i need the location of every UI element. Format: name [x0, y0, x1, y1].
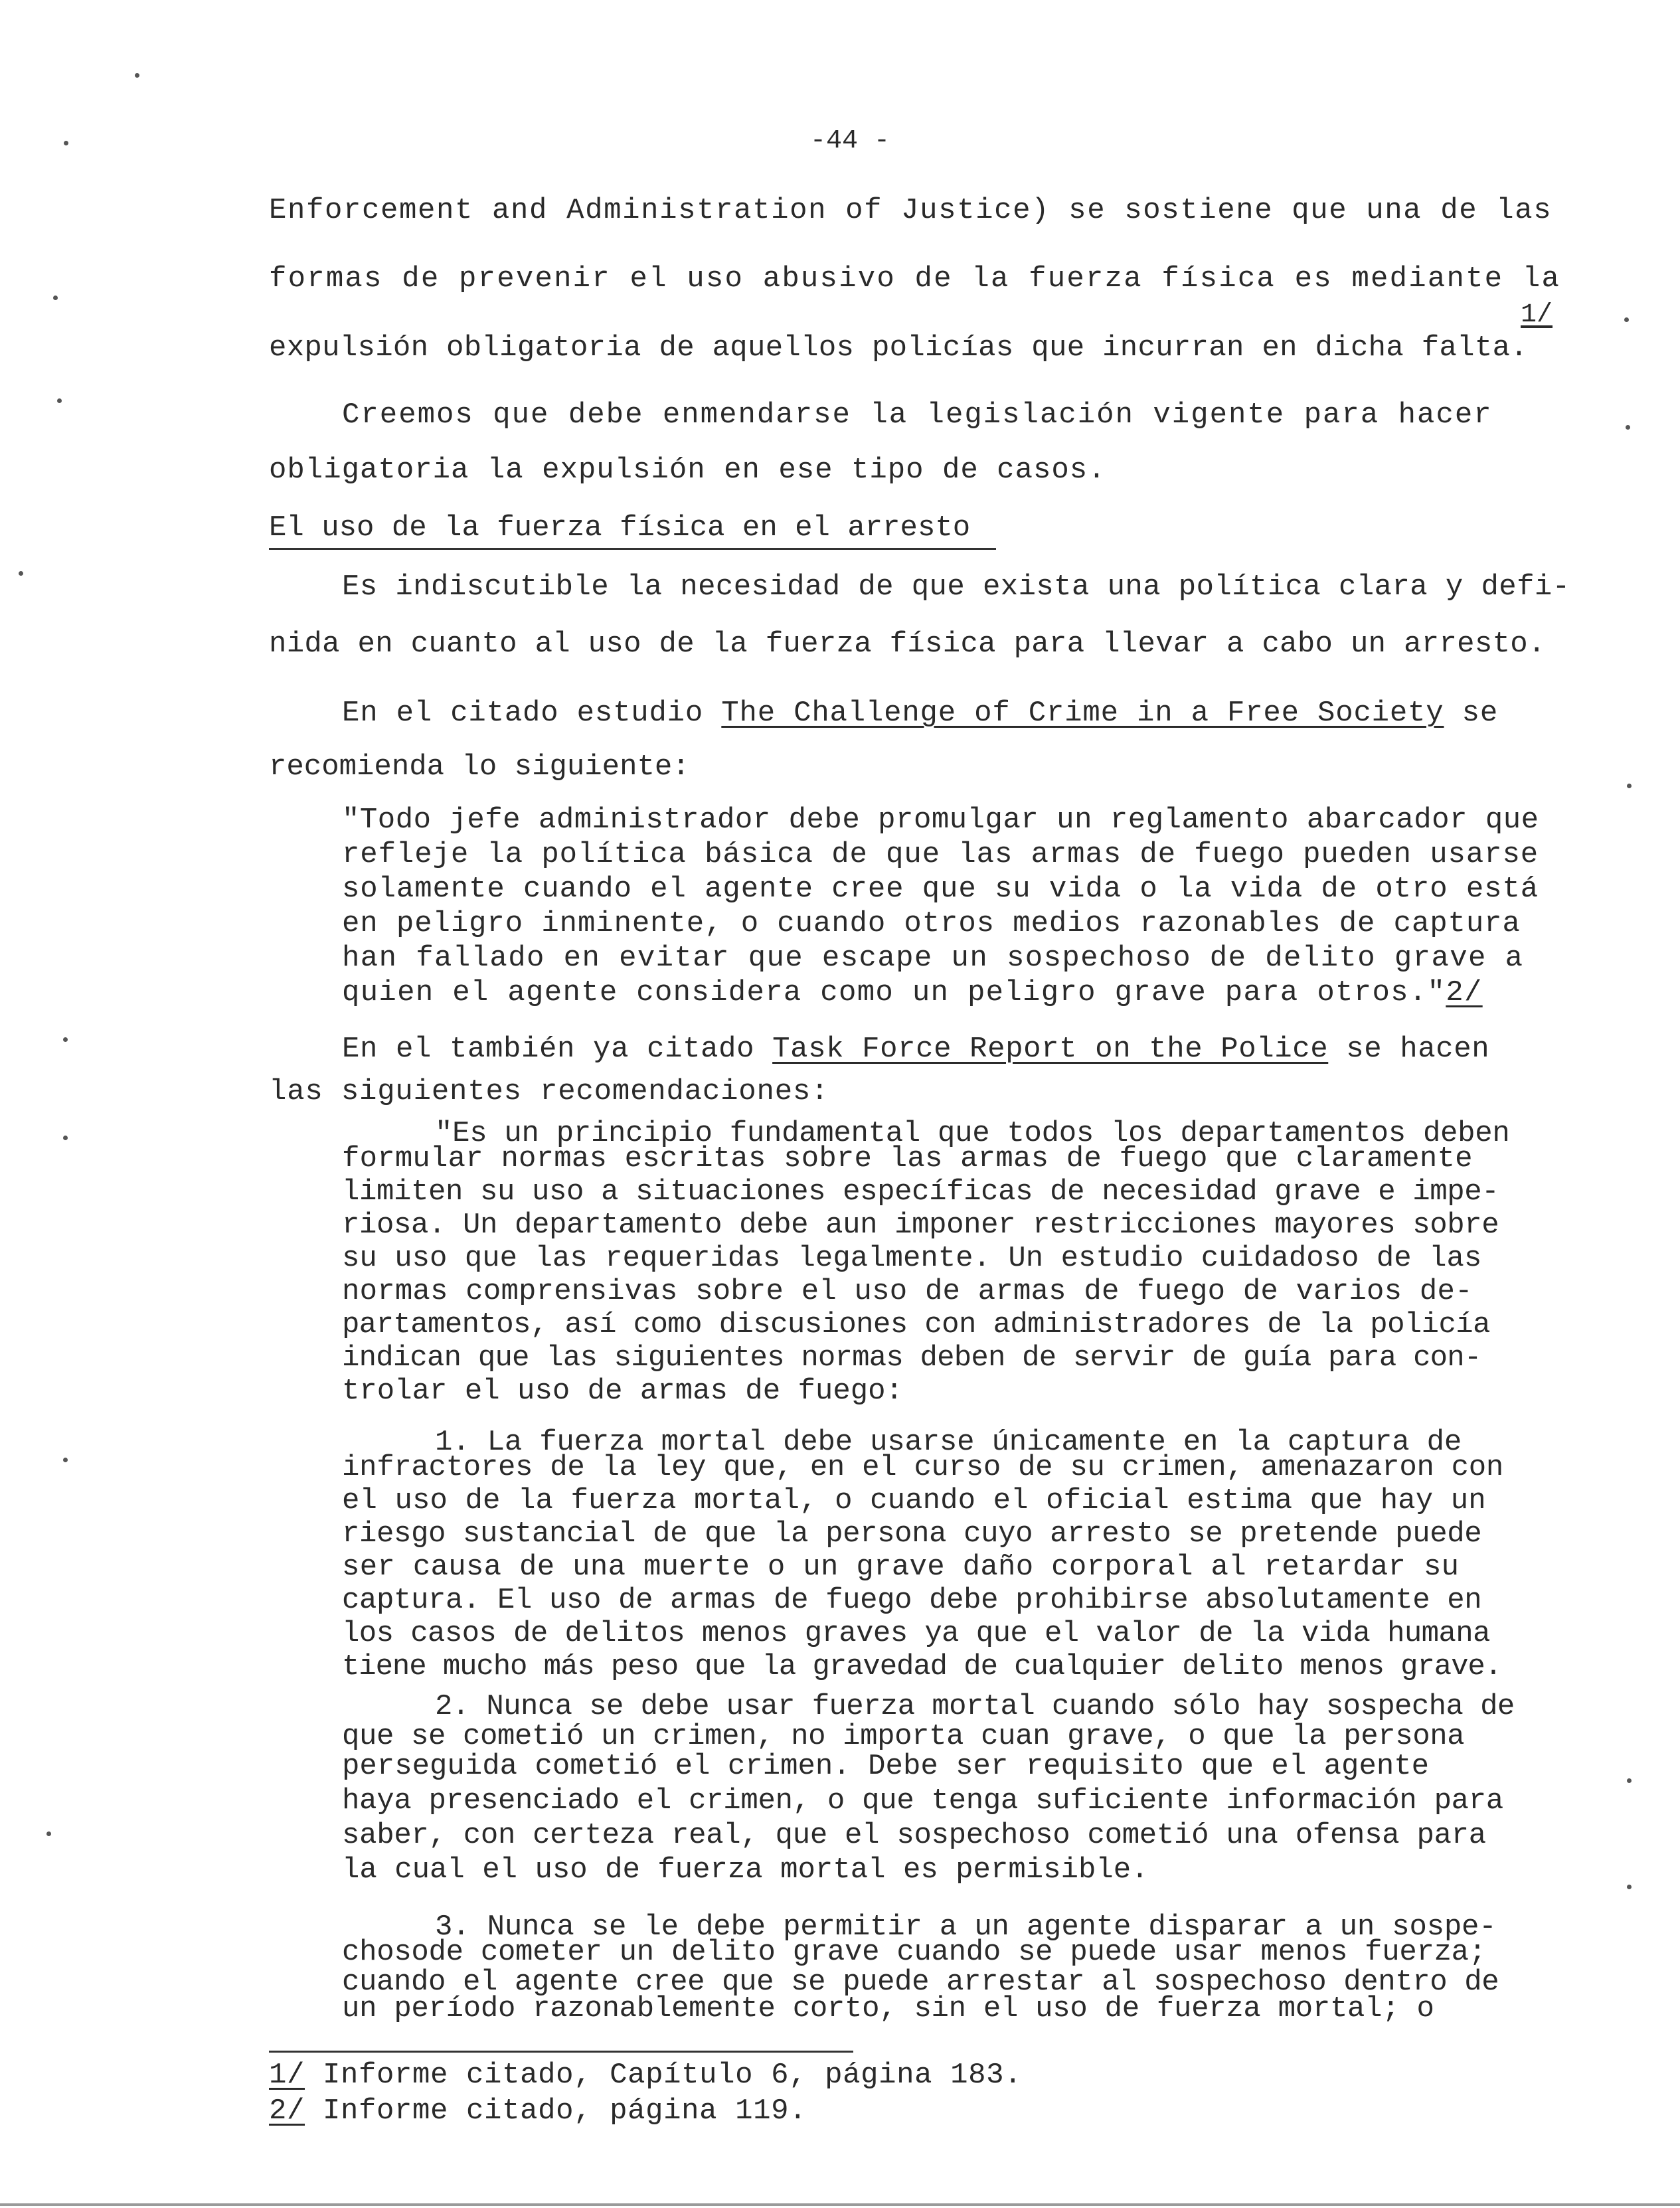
quote-line: indican que las siguientes normas deben de servir de guía para con-	[342, 1341, 1481, 1375]
item-line: un período razonablemente corto, sin el uso de fuerza mortal; o	[342, 1992, 1434, 2025]
scan-speck	[19, 571, 23, 576]
quote-line: normas comprensivas sobre el uso de armas de fuego de varios de-	[342, 1275, 1473, 1308]
quote-line: en peligro inminente, o cuando otros medios razonables de captura	[342, 907, 1521, 940]
quote-line: formular normas escritas sobre las armas de fuego que claramente	[342, 1142, 1473, 1175]
quote-line	[342, 978, 1483, 1007]
para-text: se hacen	[1328, 1033, 1490, 1066]
para-line: recomienda lo siguiente:	[269, 750, 690, 784]
item-line: la cual el uso de fuerza mortal es permisible.	[342, 1853, 1149, 1887]
item-line: chosode cometer un delito grave cuando se puede usar menos fuerza;	[342, 1936, 1486, 1969]
item-line: 2. Nunca se debe usar fuerza mortal cuando sólo hay sospecha de	[435, 1690, 1515, 1723]
footnote-text: Informe citado, página 119.	[305, 2094, 807, 2128]
footnote	[269, 2096, 807, 2126]
item-line: que se cometió un crimen, no importa cuan grave, o que la persona	[342, 1720, 1465, 1753]
intro-line: Enforcement and Administration of Justice) se sostiene que una de las	[269, 194, 1553, 227]
para-line: obligatoria la expulsión en ese tipo de casos.	[269, 454, 1106, 487]
quote-line: su uso que las requeridas legalmente. Un estudio cuidadoso de las	[342, 1242, 1482, 1275]
item-line: el uso de la fuerza mortal, o cuando el oficial estima que hay un	[342, 1484, 1486, 1517]
quote-line: han fallado en evitar que escape un sospechoso de delito grave a	[342, 942, 1524, 975]
footnote-text: Informe citado, Capítulo 6, página 183.	[305, 2059, 1023, 2092]
scan-speck	[1626, 425, 1630, 430]
item-line: riesgo sustancial de que la persona cuyo arresto se pretende puede	[342, 1517, 1482, 1551]
quote-line: partamentos, así como discusiones con administradores de la policía	[342, 1308, 1490, 1341]
page-number: -44 -	[810, 126, 890, 156]
para-text: se	[1444, 697, 1499, 730]
quote-line: "Es un principio fundamental que todos los departamentos deben	[435, 1117, 1510, 1150]
intro-line: formas de prevenir el uso abusivo de la fuerza física es mediante la	[269, 262, 1561, 296]
scan-speck	[53, 296, 58, 300]
item-line: saber, con certeza real, que el sospechoso cometió una ofensa para	[342, 1819, 1486, 1852]
para-line: Creemos que debe enmendarse la legislación vigente para hacer	[342, 398, 1493, 432]
item-line: tiene mucho más peso que la gravedad de cualquier delito menos grave.	[342, 1650, 1501, 1683]
footnote-marker: 1/	[269, 2059, 305, 2092]
para-line	[342, 699, 1498, 728]
scan-speck	[1627, 1885, 1632, 1889]
quote-line: "Todo jefe administrador debe promulgar un reglamento abarcador que	[342, 804, 1539, 837]
scan-speck	[63, 1458, 68, 1462]
cited-title: Task Force Report on the Police	[772, 1033, 1329, 1066]
quote-line: refleje la política básica de que las armas de fuego pueden usarse	[342, 838, 1539, 871]
scan-speck	[63, 1136, 68, 1140]
item-line: 3. Nunca se le debe permitir a un agente disparar a un sospe-	[435, 1911, 1497, 1944]
footnote-ref-2: 2/	[1446, 976, 1483, 1009]
quote-line: limiten su uso a situaciones específicas de necesidad grave e impe-	[342, 1175, 1499, 1209]
item-line: haya presenciado el crimen, o que tenga suficiente información para	[342, 1784, 1503, 1818]
item-line: cuando el agente cree que se puede arrestar al sospechoso dentro de	[342, 1966, 1499, 1999]
quote-line: solamente cuando el agente cree que su vida o la vida de otro está	[342, 873, 1539, 906]
scan-border	[0, 2203, 1680, 2206]
scan-speck	[1627, 1778, 1632, 1783]
item-line: ser causa de una muerte o un grave daño corporal al retardar su	[342, 1551, 1460, 1584]
para-line	[342, 1035, 1489, 1064]
quote-line: riosa. Un departamento debe aun imponer restricciones mayores sobre	[342, 1209, 1499, 1242]
scan-speck	[1627, 784, 1632, 788]
para-line: nida en cuanto al uso de la fuerza física para llevar a cabo un arresto.	[269, 628, 1546, 661]
scan-speck	[63, 1037, 68, 1042]
quote-line: trolar el uso de armas de fuego:	[342, 1375, 903, 1408]
scan-speck	[1624, 317, 1629, 322]
cited-title: The Challenge of Crime in a Free Society	[721, 697, 1444, 730]
item-line: perseguida cometió el crimen. Debe ser requisito que el agente	[342, 1750, 1430, 1783]
item-line: infractores de la ley que, en el curso de su crimen, amenazaron con	[342, 1451, 1503, 1484]
footnote-marker: 2/	[269, 2094, 305, 2128]
para-text: En el también ya citado	[342, 1033, 773, 1066]
para-line: las siguientes recomendaciones:	[269, 1075, 829, 1108]
quote-text: quien el agente considera como un peligro grave para otros."	[342, 976, 1446, 1009]
item-line: los casos de delitos menos graves ya que el valor de la vida humana	[342, 1617, 1490, 1650]
intro-line: expulsión obligatoria de aquellos policías que incurran en dicha falta.	[269, 331, 1529, 365]
para-line: Es indiscutible la necesidad de que exista una política clara y defi-	[342, 570, 1570, 604]
para-text: En el citado estudio	[342, 697, 722, 730]
footnote-rule	[269, 2051, 853, 2053]
scan-speck	[57, 398, 62, 403]
item-line: 1. La fuerza mortal debe usarse únicamente en la captura de	[435, 1426, 1462, 1459]
scan-speck	[64, 141, 68, 145]
footnote-ref-1: 1/	[1521, 300, 1553, 330]
section-heading: El uso de la fuerza física en el arresto	[269, 511, 971, 545]
item-line: captura. El uso de armas de fuego debe prohibirse absolutamente en	[342, 1584, 1482, 1617]
heading-underline	[269, 548, 996, 550]
scan-speck	[135, 73, 139, 78]
footnote	[269, 2061, 1022, 2090]
scan-speck	[46, 1831, 51, 1836]
